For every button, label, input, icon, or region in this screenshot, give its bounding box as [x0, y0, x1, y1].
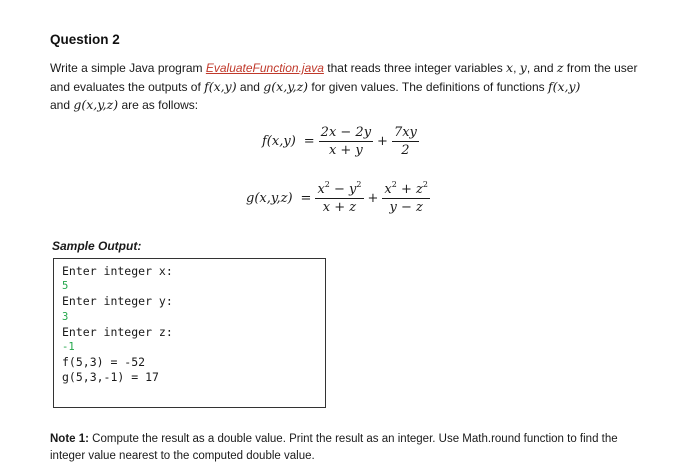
numerator: 7xy — [393, 125, 417, 140]
intro-text: from the user and evaluates the outputs of — [50, 61, 638, 94]
sample-output-console — [53, 258, 326, 408]
exponent: 2 — [391, 180, 397, 189]
console-line: Enter integer z: — [62, 324, 173, 339]
question-description — [50, 59, 650, 115]
f-lhs: f(x,y) — [262, 134, 296, 149]
question-heading: Question 2 — [50, 32, 120, 47]
note-label: Note 1: — [50, 433, 89, 445]
sample-output-label: Sample Output: — [52, 239, 142, 253]
plus-sign: + — [377, 134, 388, 149]
program-name-link[interactable]: EvaluateFunction.java — [205, 61, 324, 75]
equals-sign: = — [303, 134, 315, 149]
g-expression: g(x,y,z) — [73, 97, 119, 112]
intro-text: , and — [526, 61, 557, 75]
console-input: 5 — [62, 280, 69, 293]
denominator: y − z — [389, 200, 423, 215]
intro-text: and — [50, 98, 74, 112]
g-equation — [246, 181, 430, 216]
console-output: g(5,3,-1) = 17 — [62, 370, 159, 385]
plus-sign: + — [367, 191, 379, 206]
intro-text: are as follows: — [118, 98, 199, 112]
operator: − — [329, 182, 350, 197]
intro-text: , — [513, 61, 520, 75]
denominator: x + y — [328, 143, 363, 158]
exponent: 2 — [422, 180, 428, 189]
intro-text: Write a simple Java program — [50, 61, 206, 75]
term: x — [317, 182, 325, 197]
console-output: f(5,3) = -52 — [62, 355, 146, 370]
fraction — [315, 181, 363, 216]
console-line: Enter integer x: — [62, 264, 173, 278]
denominator: 2 — [401, 143, 410, 158]
term: x — [384, 182, 392, 197]
f-expression: f(x,y) — [547, 78, 581, 94]
numerator — [315, 181, 363, 198]
exponent: 2 — [324, 180, 330, 189]
note — [50, 431, 650, 465]
numerator — [382, 181, 430, 198]
console-input: -1 — [62, 341, 75, 354]
fraction — [392, 124, 419, 159]
console-input: 3 — [62, 310, 69, 323]
term: y — [349, 182, 357, 197]
operator: + — [396, 182, 417, 197]
note-text: Compute the result as a double value. Print the result as an integer. Use Math.round function to find the integer value nearest to the computed double value. — [50, 433, 618, 462]
f-expression: f(x,y) — [204, 78, 237, 94]
fraction — [319, 124, 373, 159]
console-line: Enter integer y: — [62, 294, 173, 309]
intro-text: and — [236, 79, 264, 94]
exponent: 2 — [356, 180, 362, 189]
var-y: y — [519, 60, 527, 75]
g-expression: g(x,y,z) — [263, 78, 309, 94]
equals-sign: = — [300, 191, 312, 206]
numerator: 2x − 2y — [320, 125, 372, 140]
term: z — [416, 182, 423, 197]
fraction — [382, 181, 430, 216]
intro-text: that reads three integer variables — [323, 61, 507, 75]
g-lhs: g(x,y,z) — [246, 191, 293, 206]
var-z: z — [556, 60, 564, 75]
f-equation — [262, 124, 419, 159]
var-x: x — [506, 60, 514, 75]
intro-text: for given values. The definitions of functions — [308, 79, 548, 94]
denominator: x + z — [322, 200, 357, 215]
